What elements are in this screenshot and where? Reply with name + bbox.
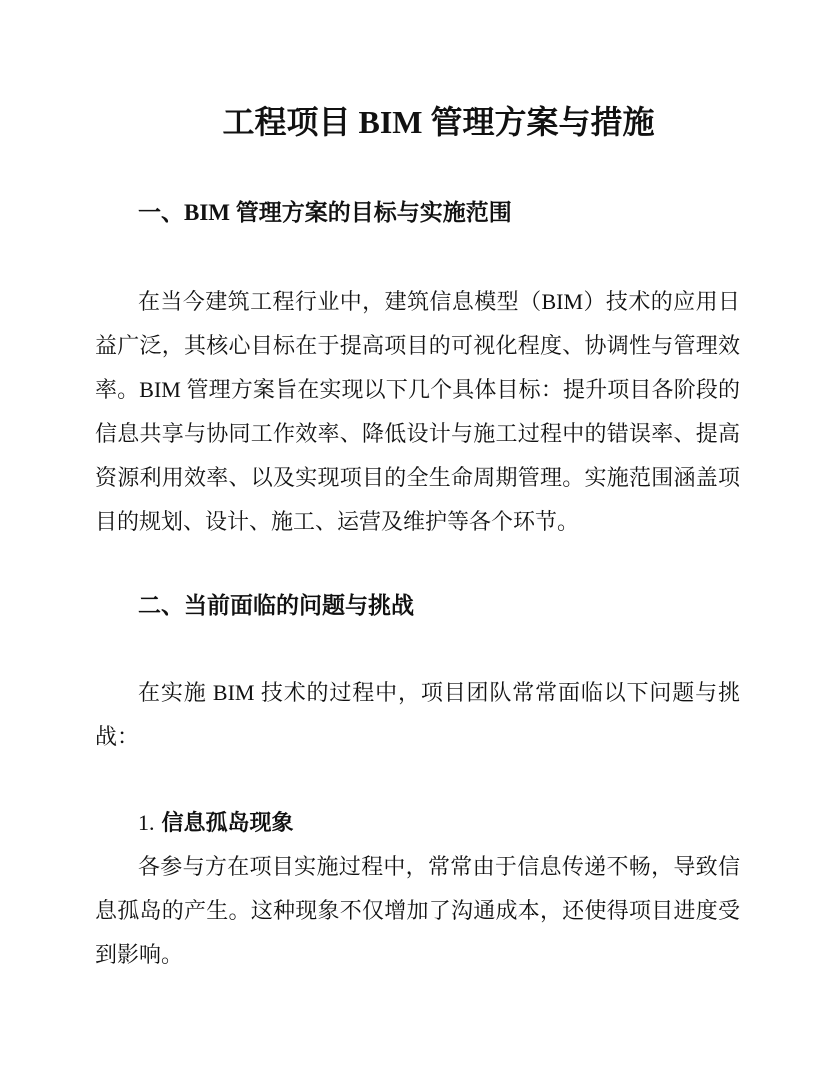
paragraph-line: 息孤岛的产生。这种现象不仅增加了沟通成本，还使得项目进度受 <box>95 898 740 923</box>
subsection-title: 信息孤岛现象 <box>161 810 294 835</box>
paragraph-line: 率。BIM 管理方案旨在实现以下几个具体目标：提升项目各阶段的 <box>95 377 740 402</box>
section-heading-1: 一、BIM 管理方案的目标与实施范围 <box>138 200 512 225</box>
paragraph-3 <box>95 845 740 977</box>
paragraph-line: 益广泛，其核心目标在于提高项目的可视化程度、协调性与管理效 <box>95 333 740 358</box>
paragraph-2 <box>95 671 740 759</box>
paragraph-line: 在当今建筑工程行业中，建筑信息模型（BIM）技术的应用日 <box>138 289 740 314</box>
section-heading-2: 二、当前面临的问题与挑战 <box>138 593 414 618</box>
subsection-heading-1 <box>95 801 740 845</box>
paragraph-1 <box>95 280 740 544</box>
paragraph-line: 在实施 BIM 技术的过程中，项目团队常常面临以下问题与挑 <box>138 680 740 705</box>
subsection-number: 1. <box>138 810 155 835</box>
document-title: 工程项目 BIM 管理方案与措施 <box>222 104 655 140</box>
paragraph-line: 到影响。 <box>95 942 184 967</box>
paragraph-line: 战： <box>95 724 140 749</box>
paragraph-line: 资源利用效率、以及实现项目的全生命周期管理。实施范围涵盖项 <box>95 465 740 490</box>
paragraph-line: 信息共享与协同工作效率、降低设计与施工过程中的错误率、提高 <box>95 421 740 446</box>
paragraph-line: 目的规划、设计、施工、运营及维护等各个环节。 <box>95 509 580 534</box>
paragraph-line: 各参与方在项目实施过程中，常常由于信息传递不畅，导致信 <box>138 854 740 879</box>
